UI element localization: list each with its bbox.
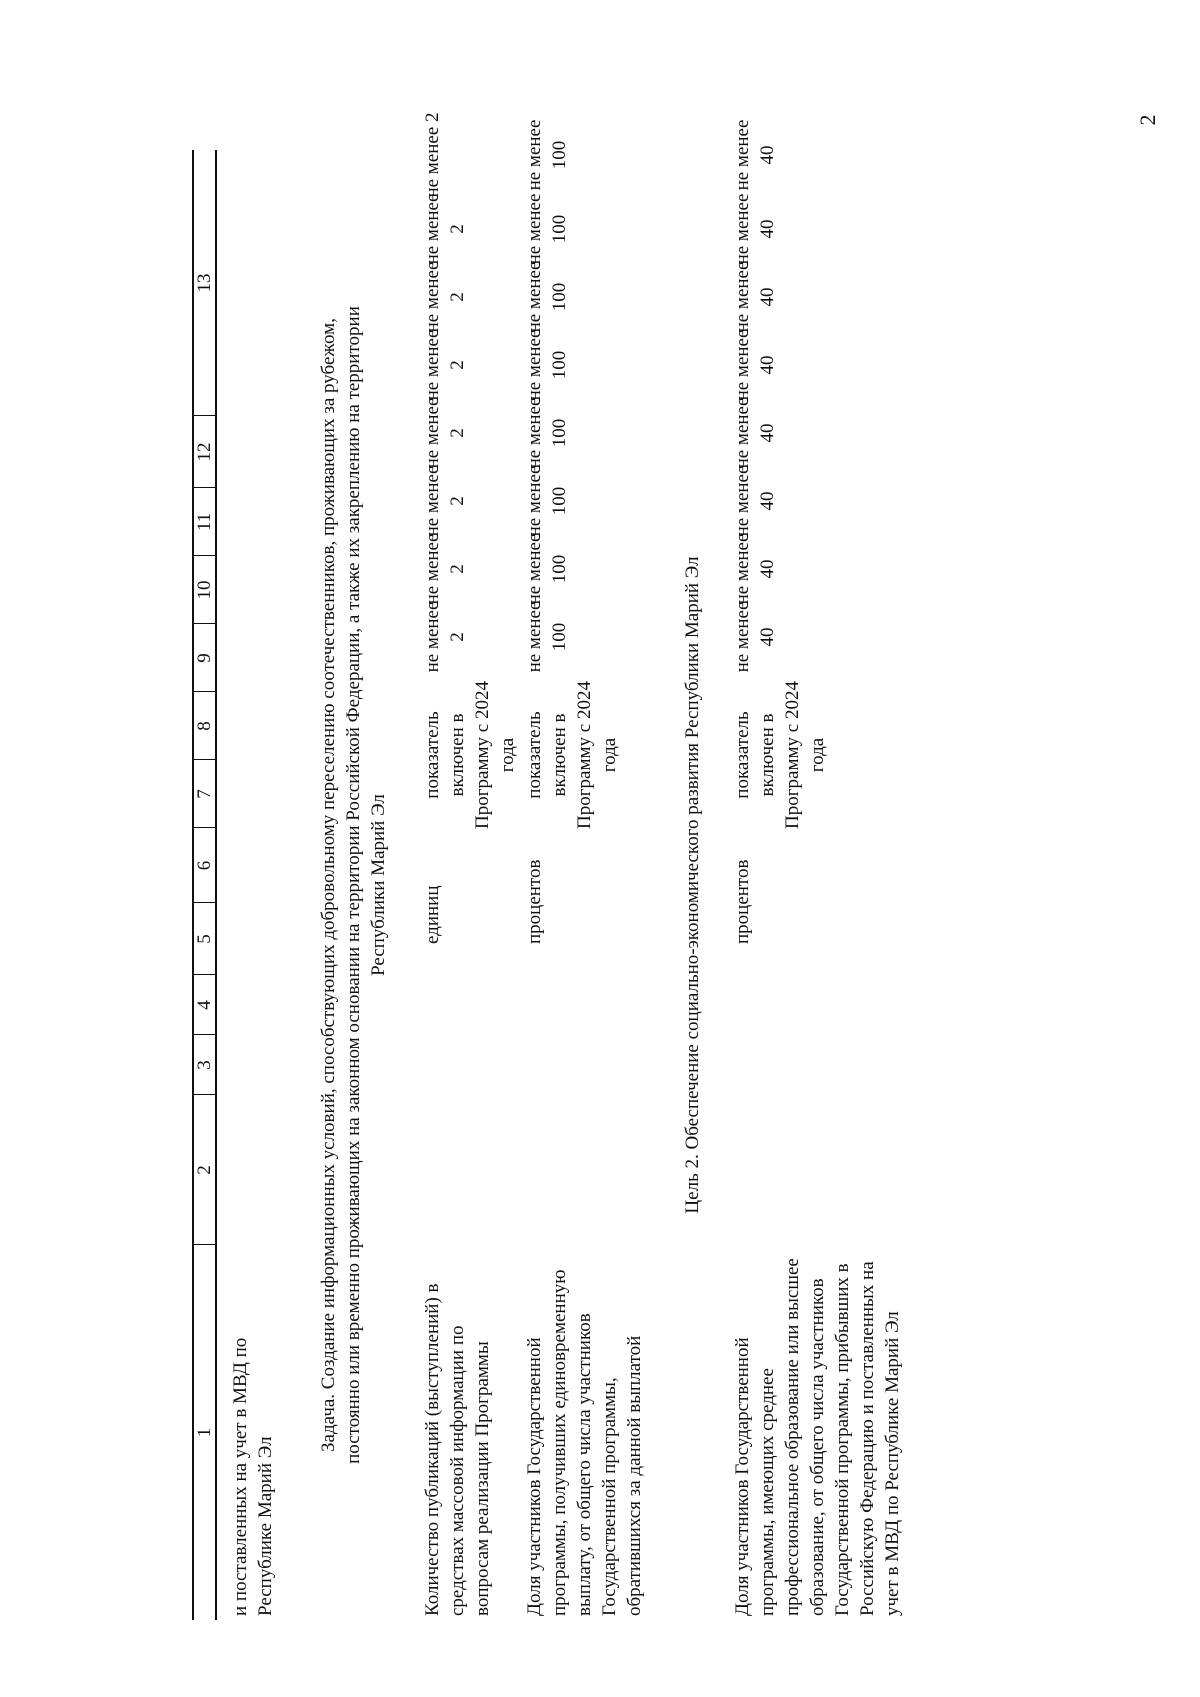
column-number-13: 13: [194, 273, 215, 293]
row-3-value-6: не менее 40: [732, 601, 778, 673]
column-number-12: 12: [194, 442, 215, 462]
page-number: 2: [1135, 114, 1160, 126]
row-2-indicator: Доля участников Государственной программы, получивших единовременную выплату, от общего числа участников Государственной программы, обратившихся за данной выплатой: [524, 1269, 645, 1616]
continuation-text: и поставленных на учет в МВД по Республике Марий Эл: [230, 1337, 276, 1616]
header-bottom-rule: [215, 150, 217, 1620]
row-1-note: показатель включен в Программу с 2024 года: [422, 681, 518, 829]
row-2-value-12: не менее 100: [524, 193, 570, 265]
row-2-value-10: не менее 100: [524, 329, 570, 401]
row-3-value-9: не менее 40: [732, 397, 778, 469]
row-1-value-13: не менее 2: [422, 112, 443, 198]
row-2-value-7: не менее 100: [524, 533, 570, 605]
row-2-value-8: не менее 100: [524, 465, 570, 537]
column-number-6: 6: [194, 860, 215, 871]
row-3-value-12: не менее 40: [732, 193, 778, 265]
column-number-2: 2: [194, 1165, 215, 1175]
row-2-value-6: не менее 100: [524, 601, 570, 673]
column-number-9: 9: [194, 653, 215, 663]
row-2-value-13: не менее 100: [524, 119, 570, 191]
row-1-value-6: не менее 2: [422, 601, 468, 673]
column-number-3: 3: [194, 1060, 215, 1070]
row-3-note: показатель включен в Программу с 2024 года: [732, 681, 828, 829]
goal-heading: Цель 2. Обеспечение социально-экономического развития Республики Марий Эл: [682, 556, 703, 1214]
column-number-5: 5: [194, 934, 215, 944]
row-2-unit: процентов: [524, 859, 545, 944]
row-2-note: показатель включен в Программу с 2024 года: [524, 681, 620, 829]
column-number-4: 4: [194, 1000, 215, 1010]
row-1-value-8: не менее 2: [422, 465, 468, 537]
row-1-indicator: Количество публикаций (выступлений) в средствах массовой информации по вопросам реализации Программы: [422, 1283, 493, 1616]
row-1-value-7: не менее 2: [422, 533, 468, 605]
row-1-value-11: не менее 2: [422, 261, 468, 333]
row-3-value-7: не менее 40: [732, 533, 778, 605]
row-3-value-11: не менее 40: [732, 261, 778, 333]
row-1-value-12: не менее 2: [422, 193, 468, 265]
row-1-unit: единиц: [422, 885, 443, 944]
task-heading: Задача. Создание информационных условий, способствующих добровольному переселению соотечественников, проживающих за рубежом, постоянно или временно проживающих на законном основании на территории Российской Федерации, а также их закреплению на территории Республики Марий Эл: [318, 306, 389, 1464]
row-2-value-11: не менее 100: [524, 261, 570, 333]
row-3-unit: процентов: [732, 859, 753, 944]
rotated-table: [194, 112, 1010, 1620]
column-number-7: 7: [194, 789, 215, 799]
column-number-1: 1: [194, 1427, 215, 1438]
row-1-value-10: не менее 2: [422, 329, 468, 401]
column-number-11: 11: [194, 512, 215, 532]
column-number-8: 8: [194, 721, 215, 731]
row-1-value-9: не менее 2: [422, 397, 468, 469]
column-number-10: 10: [194, 580, 215, 600]
row-3-value-8: не менее 40: [732, 465, 778, 537]
row-2-value-9: не менее 100: [524, 397, 570, 469]
row-3-value-10: не менее 40: [732, 329, 778, 401]
row-3-indicator: Доля участников Государственной программы, имеющих среднее профессиональное образование или высшее образование, от общего числа участников Государственной программы, прибывших в Российскую Федерацию и поставленных на учет в МВД по Республике Марий Эл: [732, 1258, 903, 1616]
row-3-value-13: не менее 40: [732, 119, 778, 191]
